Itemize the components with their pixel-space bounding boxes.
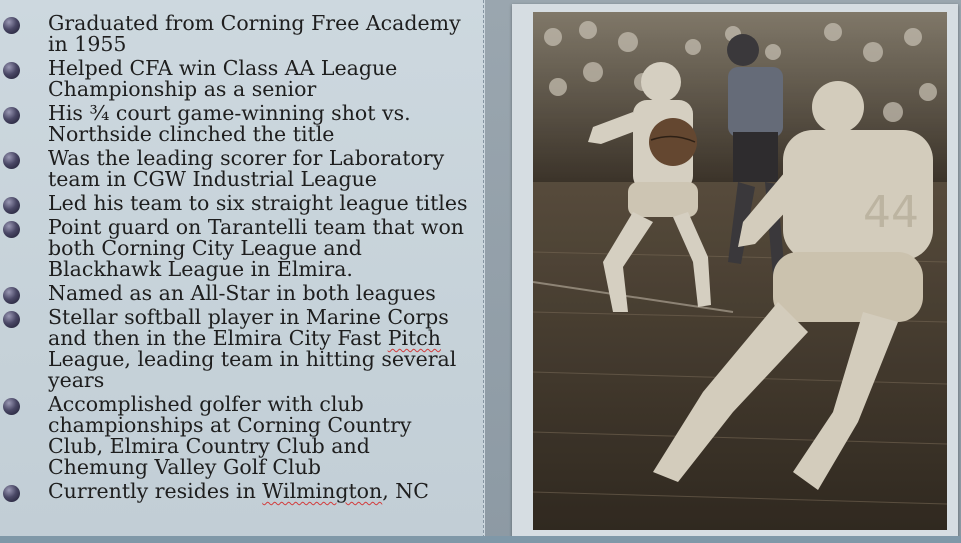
jersey-number: 44 <box>863 187 919 238</box>
spellcheck-word[interactable]: Wilmington <box>262 479 383 503</box>
achievement-list <box>0 13 470 505</box>
spellcheck-word[interactable]: Pitch <box>387 326 441 350</box>
list-item[interactable]: Named as an All-Star in both leagues <box>0 283 470 304</box>
bullet-icon <box>3 17 20 34</box>
bullet-icon <box>3 62 20 79</box>
bullet-icon <box>3 221 20 238</box>
bullet-icon <box>3 398 20 415</box>
bullet-icon <box>3 197 20 214</box>
slide-bottom-bar <box>0 536 961 543</box>
bullet-icon <box>3 107 20 124</box>
bullet-icon <box>3 311 20 328</box>
bullet-icon <box>3 152 20 169</box>
list-item[interactable]: Point guard on Tarantelli team that won both Corning City League and Blackhawk League in Elmira. <box>0 217 470 280</box>
list-item[interactable]: His ¾ court game-winning shot vs. Northside clinched the title <box>0 103 470 145</box>
list-item[interactable]: Helped CFA win Class AA League Championship as a senior <box>0 58 470 100</box>
list-item[interactable]: Graduated from Corning Free Academy in 1955 <box>0 13 470 55</box>
bullet-icon <box>3 287 20 304</box>
list-item[interactable]: Accomplished golfer with club championships at Corning Country Club, Elmira Country Club and Chemung Valley Golf Club <box>0 394 470 478</box>
list-item[interactable]: Led his team to six straight league titles <box>0 193 470 214</box>
basketball-photo-drawing <box>533 12 947 530</box>
list-item[interactable]: Currently resides in Wilmington, NC <box>0 481 470 502</box>
bullet-icon <box>3 485 20 502</box>
basketball-photo[interactable] <box>533 12 947 530</box>
panel-divider <box>483 0 484 543</box>
list-item[interactable]: Was the leading scorer for Laboratory team in CGW Industrial League <box>0 148 470 190</box>
list-item[interactable]: Stellar softball player in Marine Corps and then in the Elmira City Fast Pitch League, leading team in hitting several years <box>0 307 470 391</box>
